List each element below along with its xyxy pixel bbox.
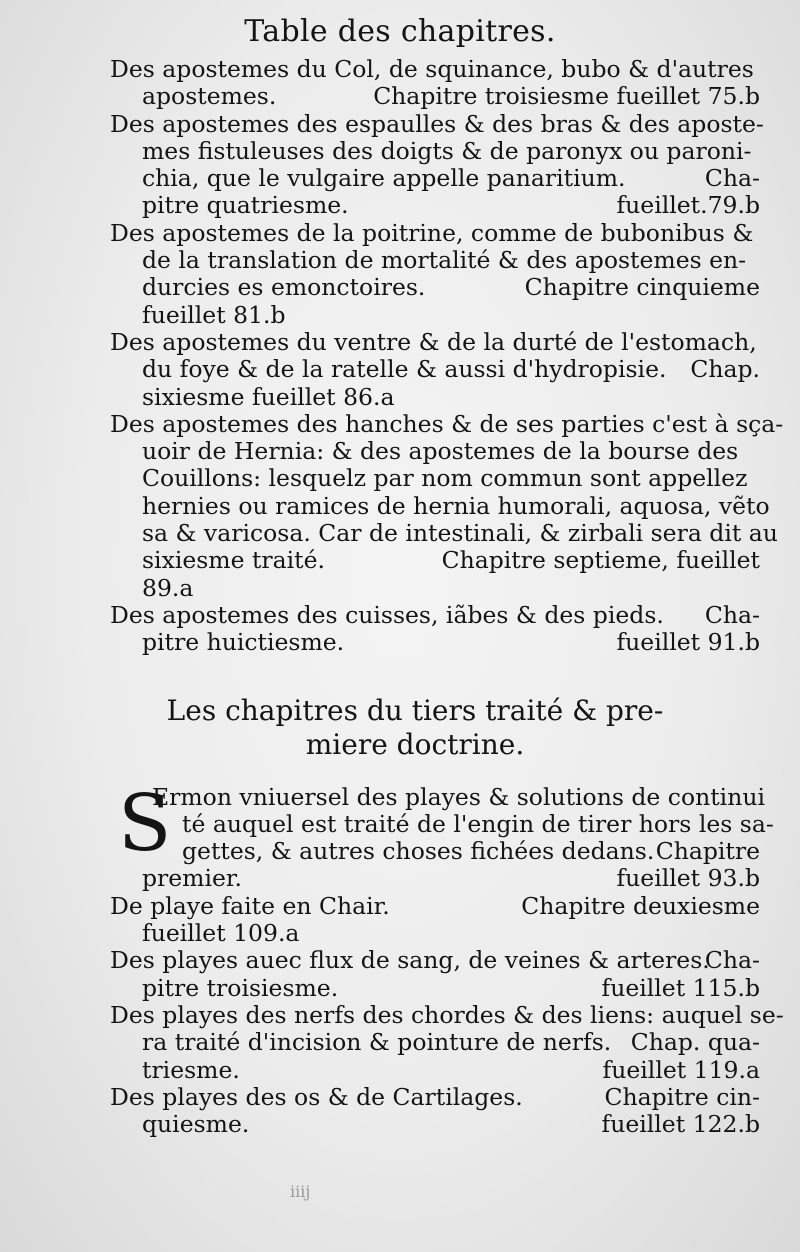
chapter-entry (110, 893, 760, 948)
entry-line: Des playes des os & de Cartilages. (110, 1082, 523, 1111)
chapter-reference: Chap. qua- (630, 1028, 760, 1057)
entry-line: hernies ou ramices de hernia humorali, aquosa, vẽto (142, 491, 770, 520)
entry-line: de la translation de mortalité & des apostemes en- (142, 246, 747, 275)
entry-line: Des apostemes de la poitrine, comme de bubonibus & (110, 218, 754, 247)
chapter-reference: Cha- (704, 600, 760, 629)
chapter-entry (110, 109, 764, 220)
entry-line: Couillons: lesquelz par nom commun sont appellez (142, 464, 748, 493)
chapter-reference: Chapitre cin- (604, 1082, 760, 1111)
folio-reference: sixiesme fueillet 86.a (142, 382, 395, 411)
entry-line: De playe faite en Chair. (110, 891, 390, 920)
entry-line: Des apostemes du ventre & de la durté de l'estomach, (110, 327, 757, 356)
entry-line: apostemes. (142, 82, 277, 111)
chapter-reference: Chapitre deuxiesme (521, 891, 760, 920)
chapter-table (110, 55, 784, 1139)
chapter-entry (110, 220, 760, 329)
entry-line: quiesme. (142, 1110, 250, 1139)
entry-line: Des apostemes des espaulles & des bras & des aposte- (110, 109, 764, 138)
chapter-reference: Chap. (690, 355, 760, 384)
entry-line: premier. (142, 864, 243, 893)
drop-cap: S (118, 778, 172, 869)
entry-line: ra traité d'incision & pointure de nerfs. (142, 1028, 612, 1057)
folio-reference: fueillet 122.b (601, 1110, 760, 1139)
entry-line: Des apostemes des cuisses, iãbes & des pieds. (110, 600, 664, 629)
section-heading-line: Les chapitres du tiers traité & pre- (166, 693, 664, 727)
folio-reference: fueillet 119.a (602, 1055, 760, 1084)
section-heading-line: miere doctrine. (305, 727, 525, 761)
chapter-entry (110, 778, 774, 893)
entry-line: té auquel est traité de l'engin de tirer hors les sa- (182, 809, 774, 838)
chapter-entry (110, 947, 760, 1002)
entry-line: triesme. (142, 1055, 240, 1084)
folio-reference: fueillet.79.b (616, 191, 760, 220)
chapter-entry (110, 1084, 760, 1139)
folio-reference: fueillet 93.b (616, 864, 760, 893)
entry-line: pitre quatriesme. (142, 191, 349, 220)
entry-line: Des apostemes des hanches & de ses parties c'est à sça- (110, 409, 784, 438)
chapter-reference: Chapitre septieme, fueillet (441, 546, 760, 575)
entry-line: mes fistuleuses des doigts & de paronyx ou paroni- (142, 136, 752, 165)
chapter-entry (110, 329, 760, 411)
folio-reference: fueillet 91.b (616, 628, 760, 657)
page-title: Table des chapitres. (244, 14, 556, 49)
entry-line: pitre huictiesme. (142, 628, 345, 657)
entry-line: Ermon vniuersel des playes & solutions de continui (152, 782, 765, 811)
entry-line: gettes, & autres choses fichées dedans. (182, 837, 655, 866)
entry-line: pitre troisiesme. (142, 973, 339, 1002)
chapter-reference: Chapitre (655, 837, 760, 866)
chapter-reference: Chapitre cinquieme (524, 273, 760, 302)
chapter-entry (110, 409, 784, 602)
entry-line: durcies es emonctoires. (142, 273, 426, 302)
entry-line: Des playes des nerfs des chordes & des liens: auquel se- (110, 1000, 784, 1029)
chapter-entry (110, 1000, 784, 1084)
entry-line: Des playes auec flux de sang, de veines & arteres. (110, 946, 710, 975)
folio-reference: fueillet 115.b (601, 973, 760, 1002)
folio-reference: fueillet 81.b (142, 300, 286, 329)
section-heading (110, 694, 760, 762)
entry-line: uoir de Hernia: & des apostemes de la bourse des (142, 437, 739, 466)
chapter-reference: Chapitre troisiesme fueillet 75.b (373, 82, 760, 111)
entry-line: du foye & de la ratelle & aussi d'hydropisie. (142, 355, 667, 384)
chapter-reference: Cha- (704, 164, 760, 193)
entry-line: sixiesme traité. (142, 546, 325, 575)
entry-line: sa & varicosa. Car de intestinali, & zirbali sera dit au (142, 519, 778, 548)
entry-line: chia, que le vulgaire appelle panaritium. (142, 164, 626, 193)
signature-mark: iiij (290, 1182, 311, 1201)
chapter-reference: Cha- (704, 946, 760, 975)
chapter-entry (110, 602, 760, 657)
folio-reference: 89.a (142, 573, 194, 602)
entry-line: Des apostemes du Col, de squinance, bubo & d'autres (110, 55, 754, 83)
folio-reference: fueillet 109.a (142, 919, 300, 948)
chapter-entry (110, 56, 760, 111)
